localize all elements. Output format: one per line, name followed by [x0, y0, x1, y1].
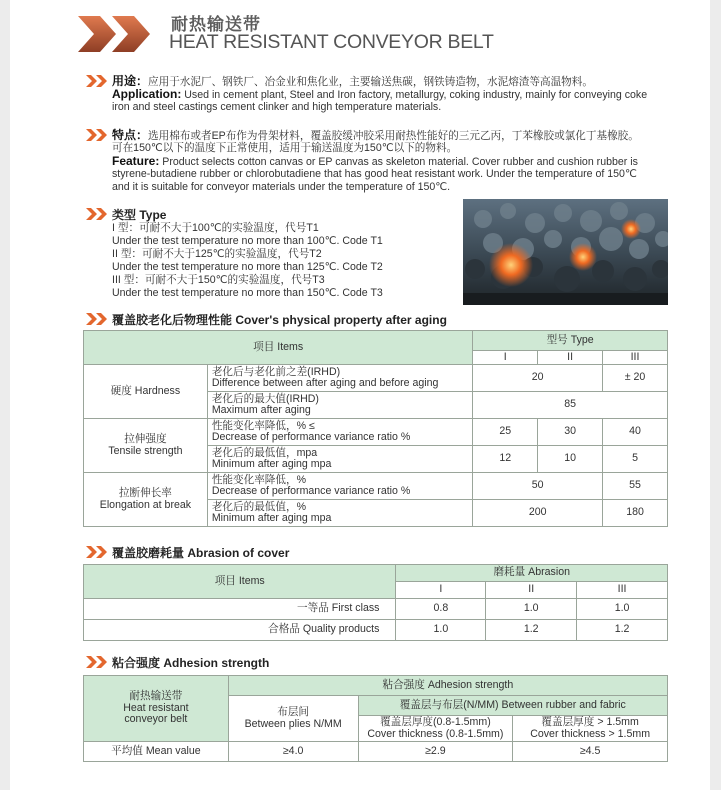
type-col: II [538, 351, 603, 365]
abrasion-header: 磨耗量 Abrasion [396, 565, 668, 582]
conveyor-photo [463, 199, 668, 305]
row-label: 平均值 Mean value [84, 742, 229, 762]
cell-value: 10 [538, 446, 603, 473]
cell-value: 180 [603, 500, 668, 527]
bullet-arrow-icon [86, 313, 110, 325]
elongation-label: 拉断伸长率 Elongation at break [84, 473, 208, 527]
bullet-arrow-icon [86, 546, 110, 558]
thick-cover-header: 覆盖层厚度 > 1.5mm Cover thickness > 1.5mm [513, 716, 668, 742]
cell-value: ≥4.0 [228, 742, 358, 762]
row-label: 合格品 Quality products [84, 620, 396, 641]
rubber-fabric-header: 覆盖层与布层(N/MM) Between rubber and fabric [358, 696, 667, 716]
adhesion-table [83, 675, 668, 762]
items-header: 项目 Items [84, 565, 396, 599]
type-line: Under the test temperature no more than 100℃. Code T1 [112, 235, 383, 247]
application-en-1: Application: Used in cement plant, Steel and Iron factory, metallurgy, coking industry, mainly for conveying coke [112, 87, 648, 101]
tensile-desc: 性能变化率降低，% ≤ Decrease of performance variance ratio % [207, 419, 472, 446]
cell-value: 1.2 [486, 620, 577, 641]
cell-value: 50 [473, 473, 603, 500]
cell-value: 25 [473, 419, 538, 446]
abrasion-title: 覆盖胶磨耗量 Abrasion of cover [112, 546, 290, 560]
hardness-desc: 老化后的最大值(IRHD) Maximum after aging [207, 392, 472, 419]
type-line: I 型：可耐不大于100℃的实验温度，代号T1 [112, 222, 319, 234]
type-line: III 型：可耐不大于150℃的实验温度，代号T3 [112, 274, 325, 286]
adhesion-header: 粘合强度 Adhesion strength [228, 676, 667, 696]
plies-header: 布层间 Between plies N/MM [228, 696, 358, 742]
left-margin [0, 0, 10, 790]
cell-value: ≥4.5 [513, 742, 668, 762]
aging-table [83, 330, 668, 527]
belt-header: 耐热输送带 Heat resistant conveyor belt [84, 676, 229, 742]
abrasion-table [83, 564, 668, 641]
cell-value: ± 20 [603, 365, 668, 392]
cell-value: 30 [538, 419, 603, 446]
items-header: 项目 Items [84, 331, 473, 365]
type-col: III [603, 351, 668, 365]
type-line: Under the test temperature no more than 125℃. Code T2 [112, 261, 383, 273]
cell-value: 0.8 [396, 599, 486, 620]
type-col: I [473, 351, 538, 365]
cell-value: 40 [603, 419, 668, 446]
aging-title: 覆盖胶老化后物理性能 Cover's physical property after aging [112, 313, 447, 327]
bullet-arrow-icon [86, 75, 110, 87]
cell-value: 20 [473, 365, 603, 392]
header-chevron-icon [76, 14, 154, 54]
type-line: Under the test temperature no more than 150℃. Code T3 [112, 287, 383, 299]
page-title-zh: 耐热输送带 [171, 15, 261, 34]
hardness-desc: 老化后与老化前之差(IRHD) Difference between after aging and before aging [207, 365, 472, 392]
cell-value: 1.0 [396, 620, 486, 641]
bullet-arrow-icon [86, 208, 110, 220]
cell-value: 1.2 [577, 620, 668, 641]
type-header: 型号 Type [473, 331, 668, 351]
application-en-2: iron and steel castings cement clinker and high temperature materials. [112, 101, 442, 113]
row-label: 一等品 First class [84, 599, 396, 620]
feature-en-1: Feature: Product selects cotton canvas or EP canvas as skeleton material. Cover rubber and cushion rubber is [112, 154, 638, 168]
type-line: II 型：可耐不大于125℃的实验温度，代号T2 [112, 248, 322, 260]
cell-value: 85 [473, 392, 668, 419]
feature-en-2: styrene-butadiene rubber or chlorobutadiene that has good heat resistant work. Under the temperature of 150℃ [112, 168, 637, 180]
cell-value: 5 [603, 446, 668, 473]
feature-en-3: and it is suitable for conveyor materials under the temperature of 150℃. [112, 181, 451, 193]
hardness-label: 硬度 Hardness [84, 365, 208, 419]
tensile-label: 拉伸强度 Tensile strength [84, 419, 208, 473]
bullet-arrow-icon [86, 129, 110, 141]
right-margin [710, 0, 721, 790]
cell-value: 12 [473, 446, 538, 473]
elongation-desc: 性能变化率降低，% Decrease of performance variance ratio % [207, 473, 472, 500]
type-title: 类型 Type [112, 208, 167, 222]
abrasion-col: II [486, 582, 577, 599]
elongation-desc: 老化后的最低值，% Minimum after aging mpa [207, 500, 472, 527]
tensile-desc: 老化后的最低值，mpa Minimum after aging mpa [207, 446, 472, 473]
abrasion-col: I [396, 582, 486, 599]
abrasion-col: III [577, 582, 668, 599]
cell-value: 1.0 [486, 599, 577, 620]
adhesion-title: 粘合强度 Adhesion strength [112, 656, 270, 670]
application-zh: 用途：应用于水泥厂、钢铁厂、冶金业和焦化业，主要输送焦碳，钢铁铸造物，水泥熔渣等高温物料。 [112, 74, 593, 88]
cell-value: 200 [473, 500, 603, 527]
page-title-en: HEAT RESISTANT CONVEYOR BELT [169, 31, 494, 53]
cell-value: 55 [603, 473, 668, 500]
feature-zh-1: 特点：选用棉布或者EP布作为骨架材料，覆盖胶缓冲胶采用耐热性能好的三元乙丙，丁苯橡胶或氯化丁基橡胶。 [112, 128, 639, 142]
thin-cover-header: 覆盖层厚度(0.8-1.5mm) Cover thickness (0.8-1.5mm) [358, 716, 513, 742]
cell-value: 1.0 [577, 599, 668, 620]
bullet-arrow-icon [86, 656, 110, 668]
feature-zh-2: 可在150℃以下的温度下正常使用，适用于输送温度为150℃以下的物料。 [112, 142, 458, 154]
cell-value: ≥2.9 [358, 742, 513, 762]
